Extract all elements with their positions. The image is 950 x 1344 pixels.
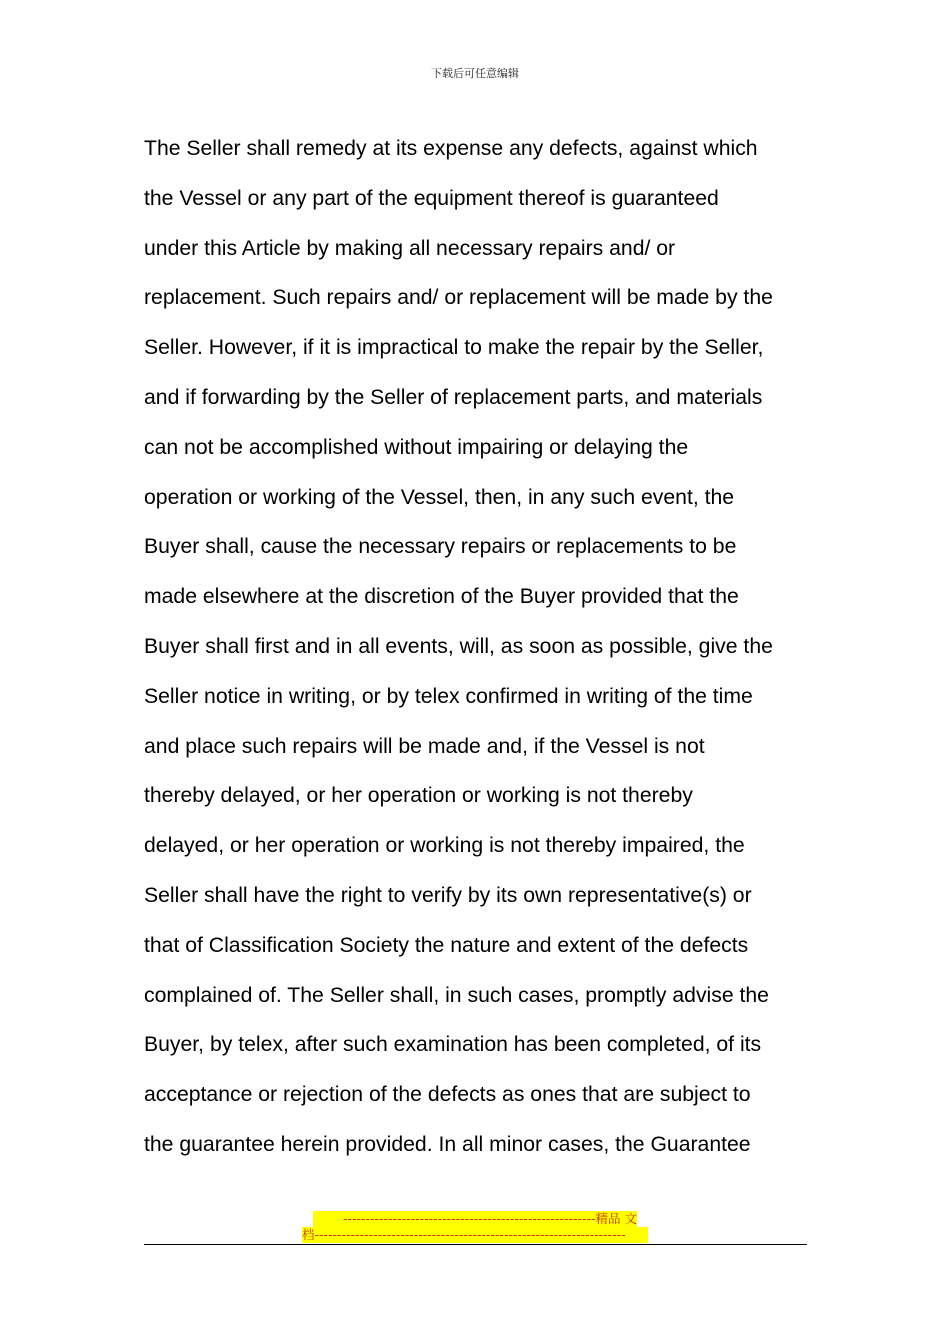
body-line: and if forwarding by the Seller of replacement parts, and materials — [144, 385, 763, 409]
body-line: operation or working of the Vessel, then, in any such event, the — [144, 485, 735, 509]
body-line: the guarantee herein provided. In all minor cases, the Guarantee — [144, 1132, 751, 1156]
body-line: under this Article by making all necessary repairs and/ or — [144, 236, 676, 260]
body-line: Seller shall have the right to verify by its own representative(s) or — [144, 883, 752, 907]
body-line: Seller notice in writing, or by telex confirmed in writing of the time — [144, 684, 753, 708]
footer-watermark — [0, 1227, 950, 1243]
footer-watermark — [0, 1211, 950, 1227]
body-line: made elsewhere at the discretion of the Buyer provided that the — [144, 585, 739, 609]
body-line: complained of. The Seller shall, in such cases, promptly advise the — [144, 983, 769, 1007]
page-header: 下载后可任意编辑 — [431, 67, 519, 80]
body-line: can not be accomplished without impairing or delaying the — [144, 435, 689, 459]
body-line: the Vessel or any part of the equipment thereof is guaranteed — [144, 186, 719, 210]
footer-watermark-line-1: --------------------------------------------------------精品 文 — [313, 1211, 637, 1227]
footer-watermark-line-2: 档--------------------------------------------------------------------- — [302, 1227, 648, 1243]
body-line: Buyer, by telex, after such examination has been completed, of its — [144, 1033, 762, 1057]
body-line: The Seller shall remedy at its expense any defects, against which — [144, 137, 758, 160]
body-line: replacement. Such repairs and/ or replacement will be made by the — [144, 286, 773, 310]
body-line: delayed, or her operation or working is not thereby impaired, the — [144, 834, 745, 858]
body-line: acceptance or rejection of the defects as ones that are subject to — [144, 1083, 751, 1107]
body-line: thereby delayed, or her operation or working is not thereby — [144, 784, 693, 808]
body-line: that of Classification Society the nature and extent of the defects — [144, 933, 749, 957]
footer-divider — [144, 1244, 807, 1245]
document-body — [144, 124, 814, 1170]
body-line: Buyer shall, cause the necessary repairs or replacements to be — [144, 535, 737, 559]
body-line: Buyer shall first and in all events, will, as soon as possible, give the — [144, 634, 773, 658]
body-line: and place such repairs will be made and, if the Vessel is not — [144, 734, 705, 758]
body-line: Seller. However, if it is impractical to make the repair by the Seller, — [144, 336, 764, 360]
